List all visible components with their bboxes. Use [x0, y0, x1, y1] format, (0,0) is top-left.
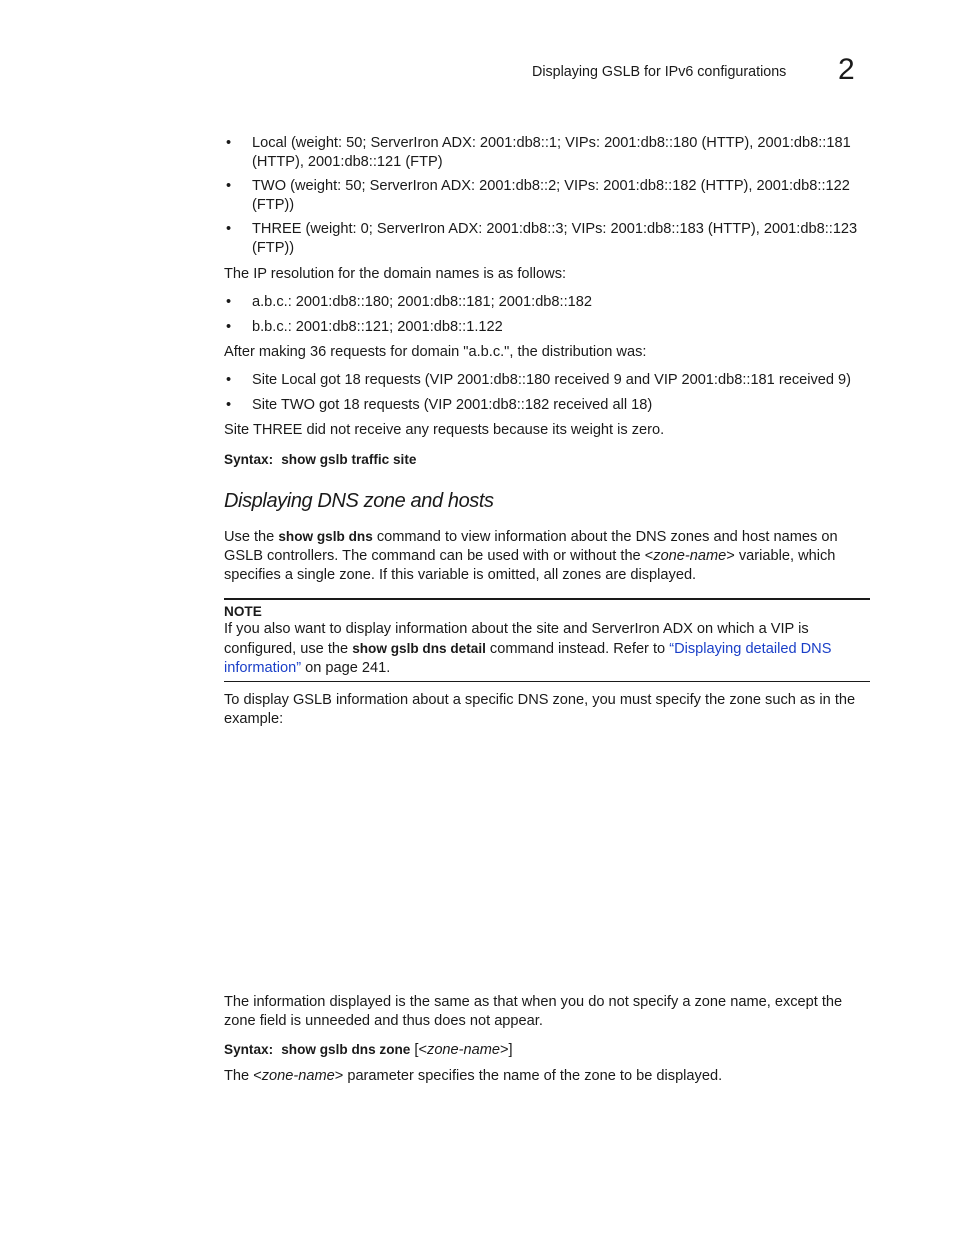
chapter-number: 2	[838, 53, 855, 86]
syntax-label: Syntax:	[224, 452, 274, 467]
running-header-title: Displaying GSLB for IPv6 configurations	[532, 64, 787, 80]
list-item: • Site Local got 18 requests (VIP 2001:db8::180 received 9 and VIP 2001:db8::181 received 9)	[224, 371, 884, 390]
intro-text-3: > variable, which specifies a single zone. If this variable is omitted, all zones are displayed.	[224, 548, 836, 583]
syntax-dns-zone	[224, 1040, 872, 1060]
intro-command: show gslb dns	[278, 529, 373, 544]
param-text-1: The <	[224, 1068, 262, 1084]
ip-list	[224, 293, 872, 337]
syntax-label: Syntax:	[224, 1042, 274, 1057]
list-item: • Site TWO got 18 requests (VIP 2001:db8::182 received all 18)	[224, 396, 884, 415]
intro-paragraph	[224, 527, 852, 585]
intro-text-2: command to view information about the DNS zones and host names on GSLB controllers. The command can be used with or without the <	[224, 529, 838, 564]
syntax-traffic-site	[224, 450, 872, 470]
param-variable: zone-name	[261, 1068, 335, 1084]
site-list	[224, 134, 872, 258]
zone-intro: To display GSLB information about a specific DNS zone, you must specify the zone such as in the example:	[224, 692, 856, 727]
note-label-text: NOTE	[224, 604, 262, 619]
note-label	[224, 602, 872, 622]
note-bottom-rule	[224, 681, 870, 682]
note-top-rule	[224, 598, 870, 600]
note-link[interactable]: “Displaying detailed DNS information”	[224, 641, 832, 676]
distribution-list	[224, 371, 884, 415]
intro-text-1: Use the	[224, 529, 279, 545]
list-item: • TWO (weight: 50; ServerIron ADX: 2001:db8::2; VIPs: 2001:db8::182 (HTTP), 2001:db8::122 (FTP))	[224, 177, 872, 215]
note-text-1: If you also want to display information about the site and ServerIron ADX on which a VIP is configured, use the	[224, 621, 809, 657]
info-paragraph: The information displayed is the same as that when you do not specify a zone name, except the zone field is unneeded and thus does not appear.	[224, 994, 843, 1029]
site-three-note: Site THREE did not receive any requests because its weight is zero.	[224, 422, 665, 438]
note-body	[224, 620, 844, 678]
parameter-description	[224, 1067, 872, 1086]
list-item: • a.b.c.: 2001:db8::180; 2001:db8::181; 2001:db8::182	[224, 293, 872, 312]
list-item: • THREE (weight: 0; ServerIron ADX: 2001:db8::3; VIPs: 2001:db8::183 (HTTP), 2001:db8::123 (FTP))	[224, 220, 872, 258]
section-heading: Displaying DNS zone and hosts	[224, 490, 494, 512]
param-text-2: > parameter specifies the name of the zone to be displayed.	[334, 1068, 723, 1084]
syntax-variable: zone-name	[427, 1042, 501, 1058]
syntax-bracket-open: [<	[410, 1042, 428, 1058]
intro-variable: zone-name	[653, 548, 727, 564]
note-text-2: command instead. Refer to	[485, 641, 670, 657]
ip-resolution-intro: The IP resolution for the domain names is as follows:	[224, 266, 567, 282]
syntax-bracket-close: >]	[500, 1042, 513, 1058]
distribution-intro: After making 36 requests for domain "a.b.c.", the distribution was:	[224, 344, 647, 360]
list-item: • Local (weight: 50; ServerIron ADX: 2001:db8::1; VIPs: 2001:db8::180 (HTTP), 2001:db8::181 (HTTP), 2001:db8::121 (FTP)	[224, 134, 872, 172]
list-item: • b.b.c.: 2001:db8::121; 2001:db8::1.122	[224, 318, 872, 337]
note-command: show gslb dns detail	[352, 641, 486, 656]
syntax-command: show gslb dns zone	[281, 1042, 411, 1057]
syntax-command: show gslb traffic site	[281, 452, 417, 467]
note-text-3: on page 241.	[301, 660, 391, 676]
